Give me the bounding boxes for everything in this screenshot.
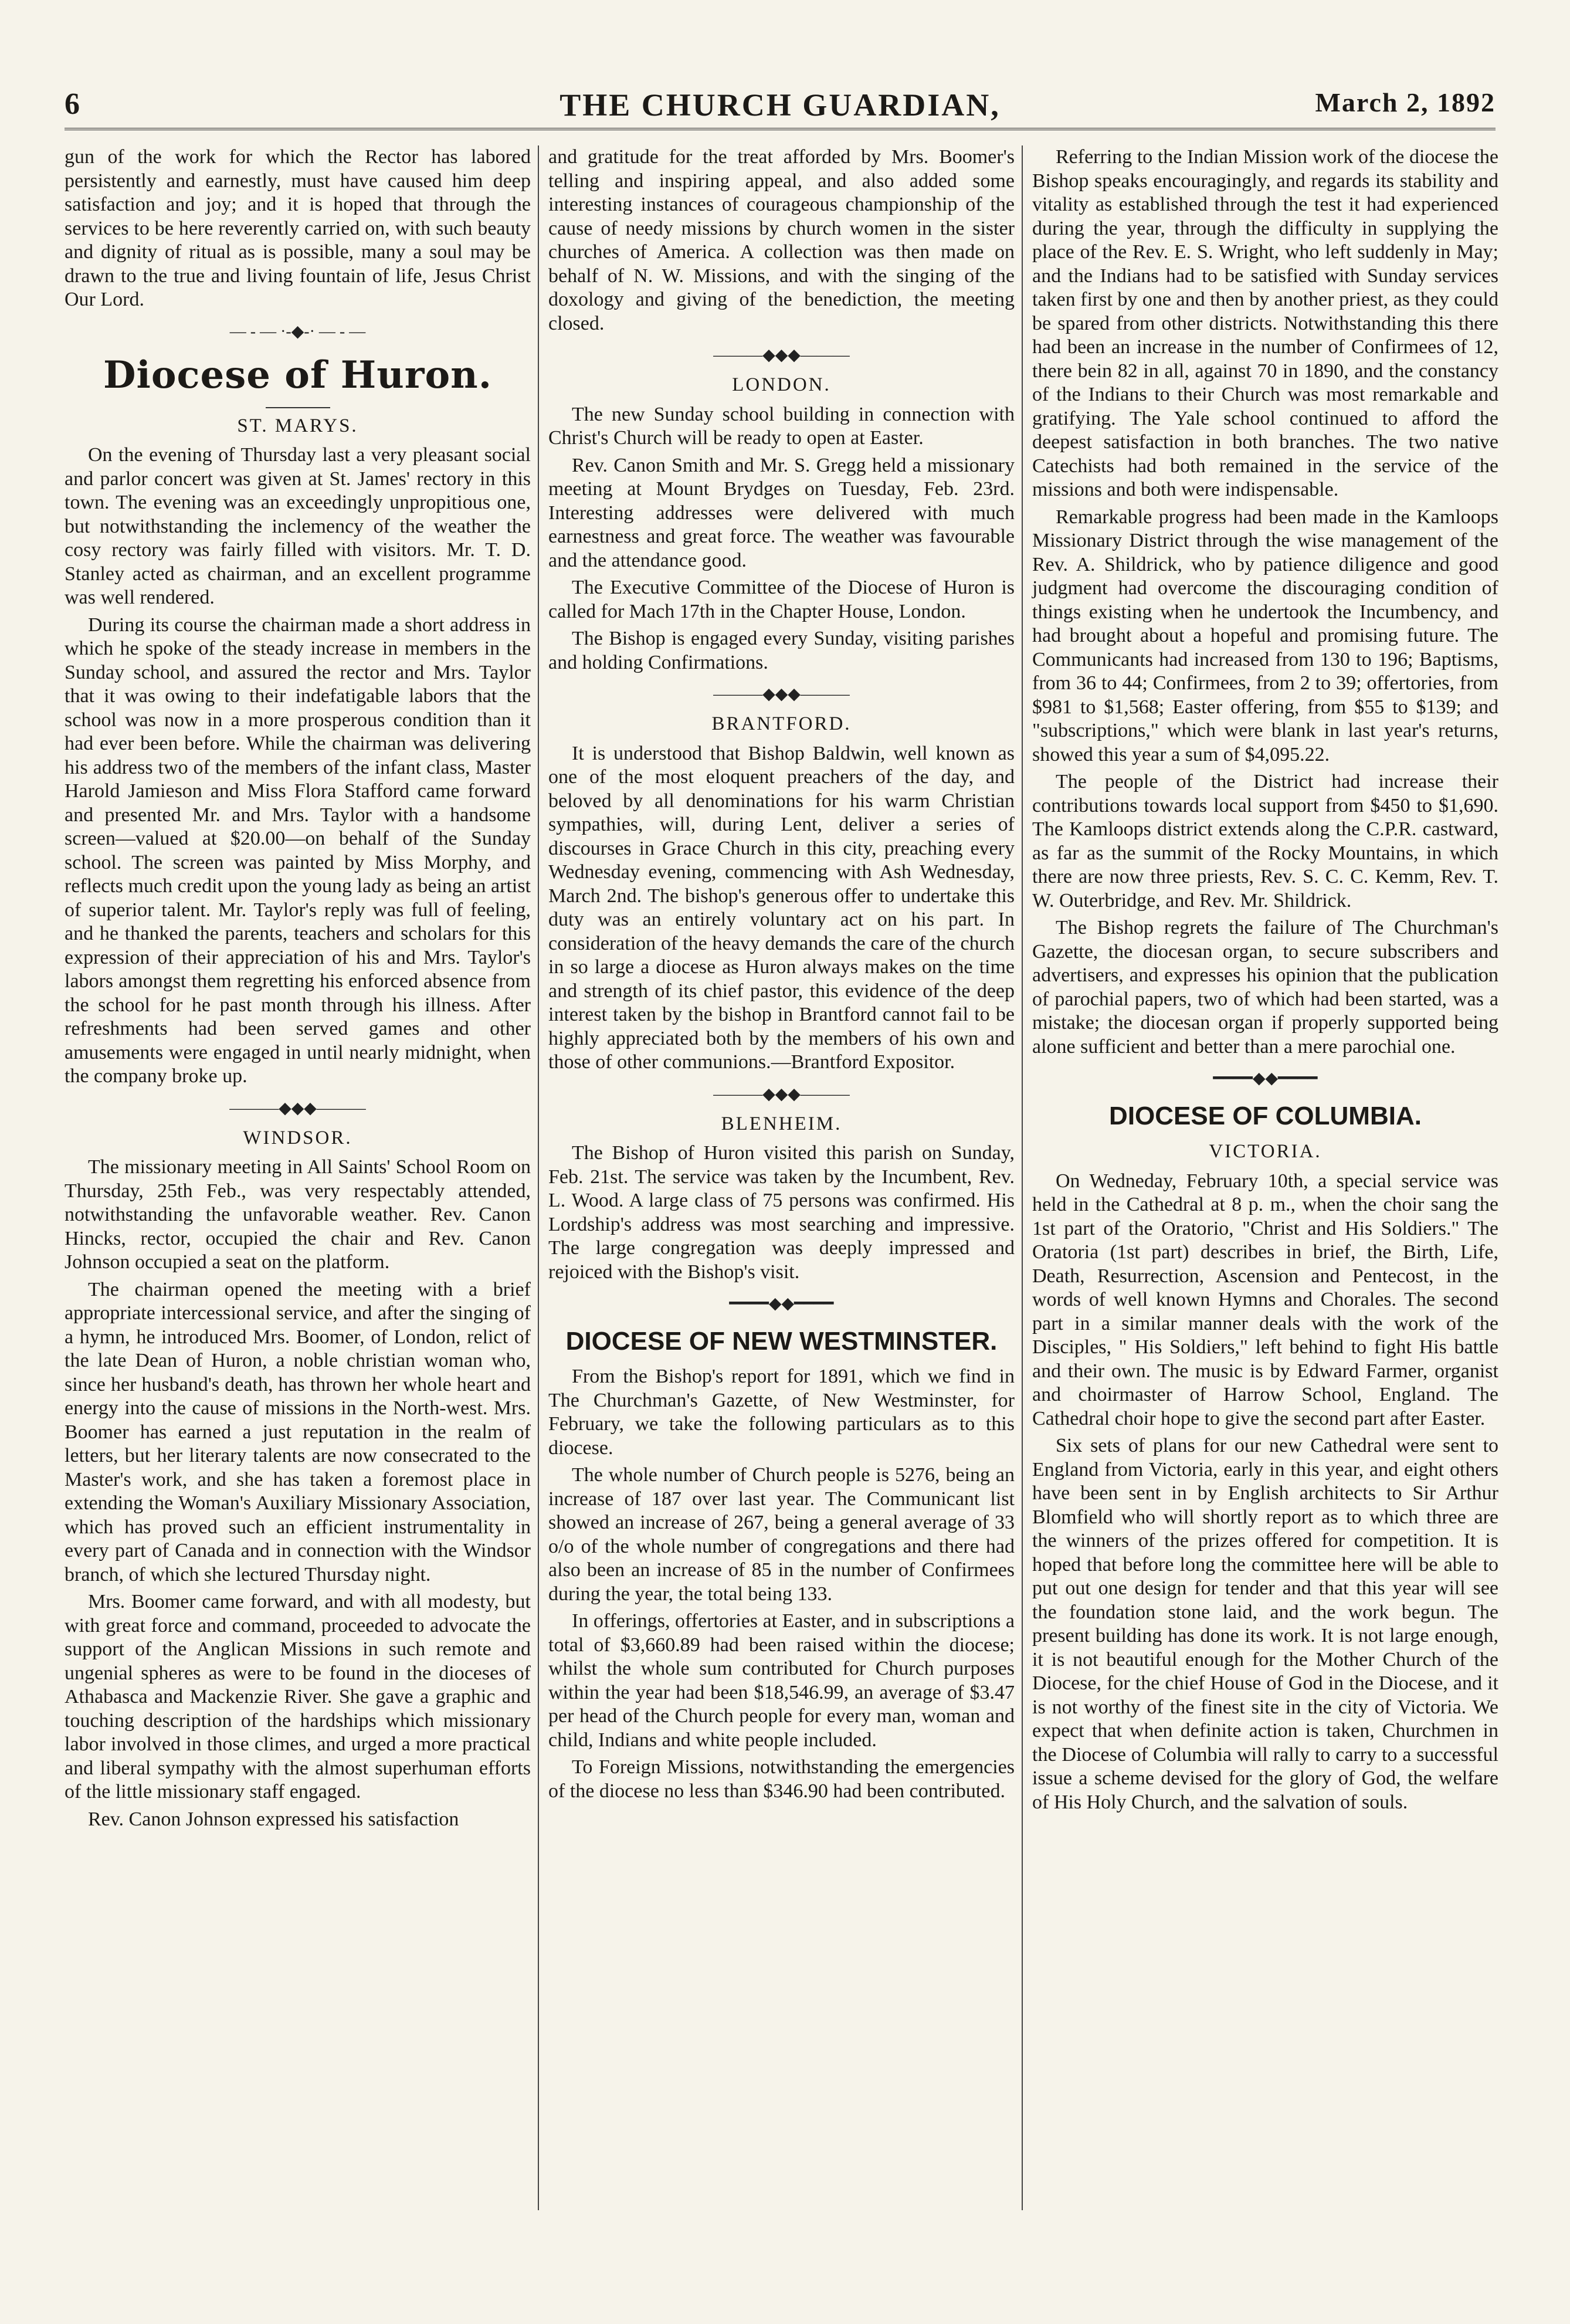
- ornament-separator: ———◆◆◆———: [229, 1099, 366, 1117]
- ornament-separator: ━━━━◆◆━━━━: [729, 1295, 834, 1313]
- article-paragraph: Remarkable progress had been made in the Kamloops Missionary District through the wise management of the Rev. A. Shildrick, who by patience diligence and good judgment had overcome the discouraging condition of things existing when he undertook the Incumbency, and had brought about a hopeful and promising future. The Communicants had increased from 130 to 196; Baptisms, from 36 to 44; Confirmees, from 2 to 39; offertories, from $981 to $1,568; Easter offering, from $55 to $139; and "subscriptions," which were blank in last year's returns, showed this year a sum of $4,095.22.: [1032, 506, 1498, 765]
- diocese-of-columbia-heading: DIOCESE OF COLUMBIA.: [1109, 1102, 1422, 1130]
- article-paragraph: To Foreign Missions, notwithstanding the emergencies of the diocese no less than $346.90 had been contributed.: [548, 1756, 1015, 1802]
- st-marys-heading: ST. MARYS.: [237, 415, 358, 436]
- ornament-separator: ———◆◆◆———: [713, 685, 850, 703]
- article-paragraph: Six sets of plans for our new Cathedral were sent to England from Victoria, early in this year, and eight others have been sent in by English architects to Sir Arthur Blomfield who will shortly report as to which three are the winners of the prizes offered for competition. It is hoped that before long the committee here will be able to put out one design for tender and that this year will see the foundation stone laid, and the work begun. The present building has done its work. It is not large enough, it is not beautiful enough for the Mother Church of the Diocese, for the chief House of God in the Diocese, and it is not worthy of the finest site in the city of Victoria. We expect that when definite action is taken, Churchmen in the Diocese of Columbia will rally to carry to a successful issue a scheme devised for the glory of God, the welfare of His Holy Church, and the salvation of souls.: [1032, 1435, 1498, 1813]
- windsor-heading: WINDSOR.: [243, 1127, 352, 1149]
- blenheim-heading: BLENHEIM.: [721, 1113, 842, 1134]
- diocese-of-huron-heading: Diocese of Huron.: [103, 353, 492, 397]
- article-paragraph: Rev. Canon Johnson expressed his satisfaction: [88, 1808, 459, 1830]
- column-3: [1032, 145, 1498, 1818]
- article-paragraph: gun of the work for which the Rector has labored persistently and earnestly, must have caused him deep satisfaction and joy; and it is hoped that through the services to be here reverently carried on, with such beauty and dignity of ritual as is possible, many a soul may be drawn to the true and living fountain of life, Jesus Christ Our Lord.: [65, 146, 531, 310]
- masthead: [65, 87, 1496, 130]
- article-paragraph: Mrs. Boomer came forward, and with all modesty, but with great force and command, proceeded to advocate the support of the Anglican Missions in such remote and ungenial spheres as were to be found in the dioceses of Athabasca and Mackenzie River. She gave a graphic and touching description of the hardships which missionary labor involved in those climes, and urged a more practical and liberal sympathy with the almost superhuman efforts of the little missionary staff engaged.: [65, 1591, 531, 1803]
- article-paragraph: On the evening of Thursday last a very pleasant social and parlor concert was given at St. James' rectory in this town. The evening was an exceedingly unpropitious one, but notwithstanding the inclemency of the weather the cosy rectory was fairly filled with visitors. Mr. T. D. Stanley acted as chairman, and an excellent programme was well rendered.: [65, 444, 531, 608]
- article-paragraph: The Bishop regrets the failure of The Churchman's Gazette, the diocesan organ, to secure subscribers and advertisers, and expresses his opinion that the publication of parochial papers, two of which had been started, was a mistake; the diocesan organ if properly supported being alone sufficient and better than a mere parochial one.: [1032, 917, 1498, 1058]
- victoria-heading: VICTORIA.: [1209, 1141, 1322, 1162]
- article-paragraph: The whole number of Church people is 5276, being an increase of 187 over last year. The Communicant list showed an increase of 267, being a general average of 33 o/o of the whole number of congregations and there had also been an increase of 85 in the number of Confirmees during the year, the total being 133.: [548, 1464, 1015, 1605]
- article-paragraph: The Bishop of Huron visited this parish on Sunday, Feb. 21st. The service was taken by the Incumbent, Rev. L. Wood. A large class of 75 persons was confirmed. His Lordship's address was most searching and impressive. The large congregation was deeply impressed and rejoiced with the Bishop's visit.: [548, 1142, 1015, 1283]
- issue-date: March 2, 1892: [1315, 87, 1496, 117]
- london-heading: LONDON.: [732, 374, 831, 395]
- article-paragraph: The new Sunday school building in connection with Christ's Church will be ready to open at Easter.: [548, 403, 1015, 449]
- column-1: [65, 145, 531, 1835]
- ornament-separator: ━━━━◆◆━━━━: [1213, 1069, 1318, 1088]
- article-paragraph: The Bishop is engaged every Sunday, visiting parishes and holding Confirmations.: [548, 628, 1015, 673]
- ornament-separator: — - — ·-◆-· — - —: [229, 322, 366, 341]
- column-rule: [538, 145, 539, 2210]
- paper-title: THE CHURCH GUARDIAN,: [559, 87, 1001, 123]
- article-paragraph: The missionary meeting in All Saints' School Room on Thursday, 25th Feb., was very respectably attended, notwithstanding the unfavorable weather. Rev. Canon Hincks, rector, occupied the chair and Rev. Canon Johnson occupied a seat on the platform.: [65, 1156, 531, 1273]
- article-paragraph: The chairman opened the meeting with a brief appropriate intercessional service, and after the singing of a hymn, he introduced Mrs. Boomer, of London, relict of the late Dean of Huron, a noble christian woman who, since her husband's death, has thrown her whole heart and energy into the cause of missions in the North-west. Mrs. Boomer has earned a just reputation in the realm of letters, but her literary talents are now consecrated to the Master's work, and she has taken a foremost place in extending the Woman's Auxiliary Missionary Association, which has proved such an efficient instrumentality in every part of Canada and in connection with the Windsor branch, of which she lectured Thursday night.: [65, 1278, 531, 1586]
- article-paragraph: and gratitude for the treat afforded by Mrs. Boomer's telling and inspiring appeal, and also added some interesting instances of courageous championship of the cause of needy missions by church women in the sister churches of America. A collection was then made on behalf of N. W. Missions, and with the singing of the doxology and giving of the benediction, the meeting closed.: [548, 146, 1015, 334]
- article-paragraph: The people of the District had increase their contributions towards local support from $450 to $1,690. The Kamloops district extends along the C.P.R. castward, as far as the summit of the Rocky Mountains, in which there are now three priests, Rev. S. C. C. Kemm, Rev. T. W. Outerbridge, and Rev. Mr. Shildrick.: [1032, 771, 1498, 912]
- column-rule: [1022, 145, 1023, 2210]
- diocese-of-new-westminster-heading: DIOCESE OF NEW WESTMINSTER.: [565, 1327, 998, 1356]
- brantford-heading: BRANTFORD.: [711, 713, 852, 734]
- article-paragraph: From the Bishop's report for 1891, which we find in The Churchman's Gazette, of New Westminster, for February, we take the following particulars as to this diocese.: [548, 1366, 1015, 1459]
- heading-rule: [266, 407, 330, 408]
- article-paragraph: In offerings, offertories at Easter, and in subscriptions a total of $3,660.89 had been raised within the diocese; whilst the whole sum contributed for Church purposes within the year had been $18,546.99, an average of $3.47 per head of the Church people for every man, woman and child, Indians and white people included.: [548, 1610, 1015, 1751]
- page-number: 6: [65, 87, 80, 121]
- article-paragraph: The Executive Committee of the Diocese of Huron is called for Mach 17th in the Chapter House, London.: [548, 577, 1015, 622]
- article-paragraph: Referring to the Indian Mission work of the diocese the Bishop speaks encouragingly, and regards its stability and vitality as established through the test it had experienced during the year, through the difficulty in supplying the place of the Rev. E. S. Wright, who left suddenly in May; and the Indians had to be satisfied with Sunday services taken first by one and then by another priest, as they could be spared from other districts. Notwithstanding this there had been an increase in the number of Confirmees of 12, there bein 82 in all, against 70 in 1890, and the constancy of the Indians to their Church was most remarkable and gratifying. The Yale school continued to afford the deepest satisfaction in both branches. The two native Catechists had both remained in the service of the missions and both were indispensable.: [1032, 146, 1498, 500]
- ornament-separator: ———◆◆◆———: [713, 1085, 850, 1103]
- column-2: [548, 145, 1015, 1807]
- article-paragraph: On Wedneday, February 10th, a special service was held in the Cathedral at 8 p. m., when the choir sang the 1st part of the Oratorio, "Christ and His Soldiers." The Oratoria (1st part) describes in brief, the Birth, Life, Death, Resurrection, Ascension and Pentecost, in the words of well known Hymns and Chorales. The second part in a similar manner deals with the work of the Disciples, " His Soldiers," left behind to fight His battle and their own. The music is by Edward Farmer, organist and choirmaster of Harrow School, England. The Cathedral choir hope to give the second part after Easter.: [1032, 1170, 1498, 1429]
- article-paragraph: Rev. Canon Smith and Mr. S. Gregg held a missionary meeting at Mount Brydges on Tuesday, Feb. 23rd. Interesting addresses were delivered with much earnestness and great force. The weather was favourable and the attendance good.: [548, 454, 1015, 571]
- ornament-separator: ———◆◆◆———: [713, 346, 850, 364]
- article-paragraph: During its course the chairman made a short address in which he spoke of the steady increase in members in the Sunday school, and assured the rector and Mrs. Taylor that it was owing to their indefatigable labors that the school was now in a more prosperous condition than it had ever been before. While the chairman was delivering his address two of the members of the infant class, Master Harold Jamieson and Miss Flora Stafford came forward and presented Mr. and Mrs. Taylor with a handsome screen—valued at $20.00—on behalf of the Sunday school. The screen was painted by Miss Morphy, and reflects much credit upon the young lady as being an artist of superior talent. Mr. Taylor's reply was full of feeling, and he thanked the parents, teachers and scholars for this expression of their appreciation of his and Mrs. Taylor's labors amongst them regretting his enforced absence from the school for he past month through his illness. After refreshments had been served games and other amusements were engaged in until nearly midnight, when the company broke up.: [65, 614, 531, 1087]
- article-paragraph: It is understood that Bishop Baldwin, well known as one of the most eloquent preachers of the day, and beloved by all denominations for his warm Christian sympathies, will, during Lent, deliver a series of discourses in Grace Church in this city, preaching every Wednesday evening, commencing with Ash Wednesday, March 2nd. The bishop's generous offer to undertake this duty was an entirely voluntary act on his part. In consideration of the heavy demands the care of the church in so large a diocese as Huron always makes on the time and strength of its chief pastor, this evidence of the deep interest taken by the bishop in Brantford cannot fail to be highly appreciated both by the members of his own and those of other communions.—Brantford Expositor.: [548, 742, 1015, 1073]
